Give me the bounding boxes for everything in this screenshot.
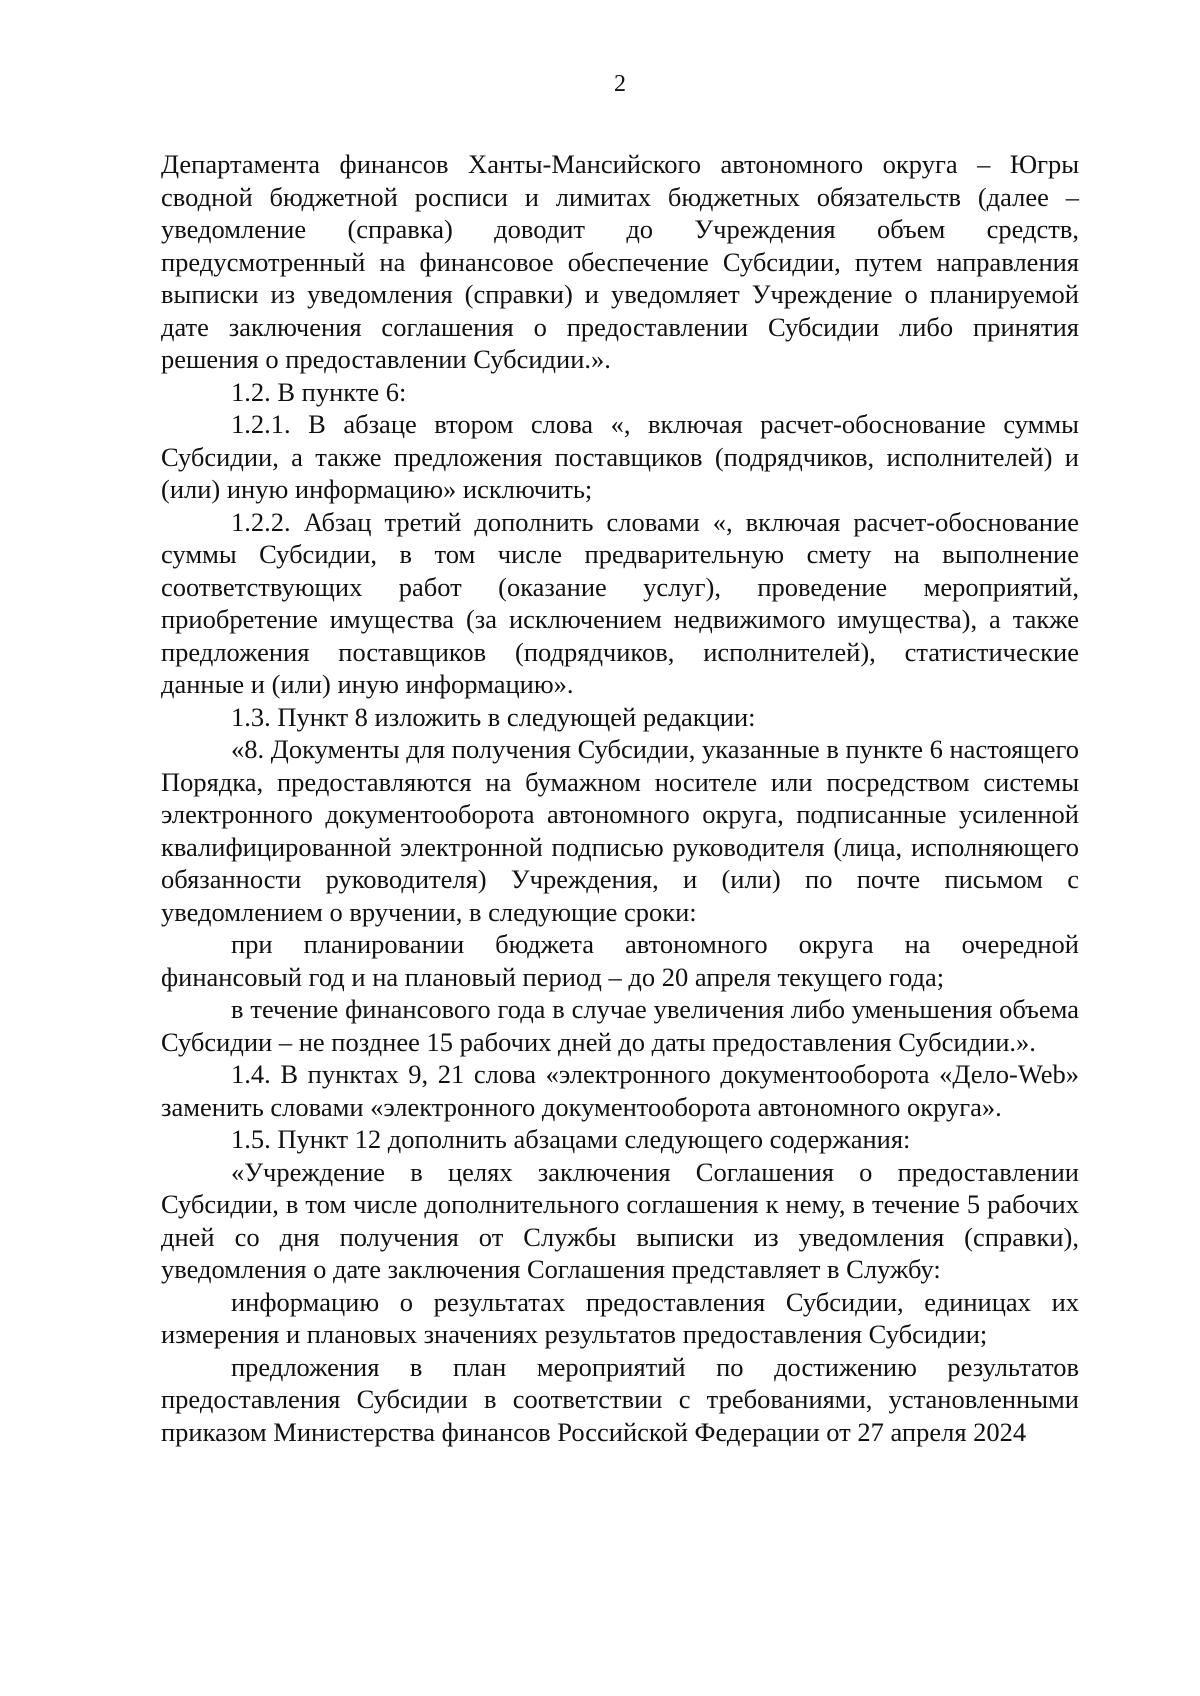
paragraph-results-info: информацию о результатах предоставления Субсидии, единицах их измерения и плановых значениях результатов предоставления Субсидии; [161,1286,1079,1349]
page-number: 2 [614,71,626,97]
paragraph-1-3: 1.3. Пункт 8 изложить в следующей редакции: [231,701,756,732]
paragraph-1-2-1: 1.2.1. В абзаце втором слова «, включая расчет-обоснование суммы Субсидии, а также предложения поставщиков (подрядчиков, исполнителей) и (или) иную информацию» исключить; [161,409,1079,504]
paragraph-plan-proposals: предложения в план мероприятий по достижению результатов предоставления Субсидии в соответствии с требованиями, установленными приказом Министерства финансов Российской Федерации от 27 апреля 2024 [161,1351,1079,1447]
paragraph-1-4: 1.4. В пунктах 9, 21 слова «электронного документооборота «Дело-Web» заменить словами «электронного документооборота автономного округа». [161,1059,1079,1122]
paragraph-continuation: Департамента финансов Ханты-Мансийского автономного округа – Югры сводной бюджетной росписи и лимитах бюджетных обязательств (далее – уведомление (справка) доводит до Учреждения объем средств, предусмотренный на финансовое обеспечение Субсидии, путем направления выписки из уведомления (справки) и уведомляет Учреждение о планируемой дате заключения соглашения о предоставлении Субсидии либо принятия решения о предоставлении Субсидии.». [161,149,1079,374]
paragraph-planning-deadline: при планировании бюджета автономного округа на очередной финансовый год и на плановый период – до 20 апреля текущего года; [161,929,1079,992]
document-body [161,148,1079,1448]
paragraph-1-2-2: 1.2.2. Абзац третий дополнить словами «, включая расчет-обоснование суммы Субсидии, в том числе предварительную смету на выполнение соответствующих работ (оказание услуг), проведение мероприятий, приобретение имущества (за исключением недвижимого имущества), а также предложения поставщиков (подрядчиков, исполнителей), статистические данные и (или) иную информацию». [161,506,1079,699]
paragraph-institution-obligations: «Учреждение в целях заключения Соглашения о предоставлении Субсидии, в том числе дополнительного соглашения к нему, в течение 5 рабочих дней со дня получения от Службы выписки из уведомления (справки), уведомления о дате заключения Соглашения представляет в Службу: [161,1156,1079,1284]
paragraph-1-5: 1.5. Пункт 12 дополнить абзацами следующего содержания: [231,1124,911,1154]
paragraph-fiscal-year-deadline: в течение финансового года в случае увеличения либо уменьшения объема Субсидии – не позднее 15 рабочих дней до даты предоставления Субсидии.». [161,994,1079,1057]
paragraph-point-8: «8. Документы для получения Субсидии, указанные в пункте 6 настоящего Порядка, предоставляются на бумажном носителе или посредством системы электронного документооборота автономного округа, подписанные усиленной квалифицированной электронной подписью руководителя (лица, исполняющего обязанности руководителя) Учреждения, и (или) по почте письмом с уведомлением о вручении, в следующие сроки: [161,734,1079,927]
paragraph-1-2: 1.2. В пункте 6: [231,376,407,407]
